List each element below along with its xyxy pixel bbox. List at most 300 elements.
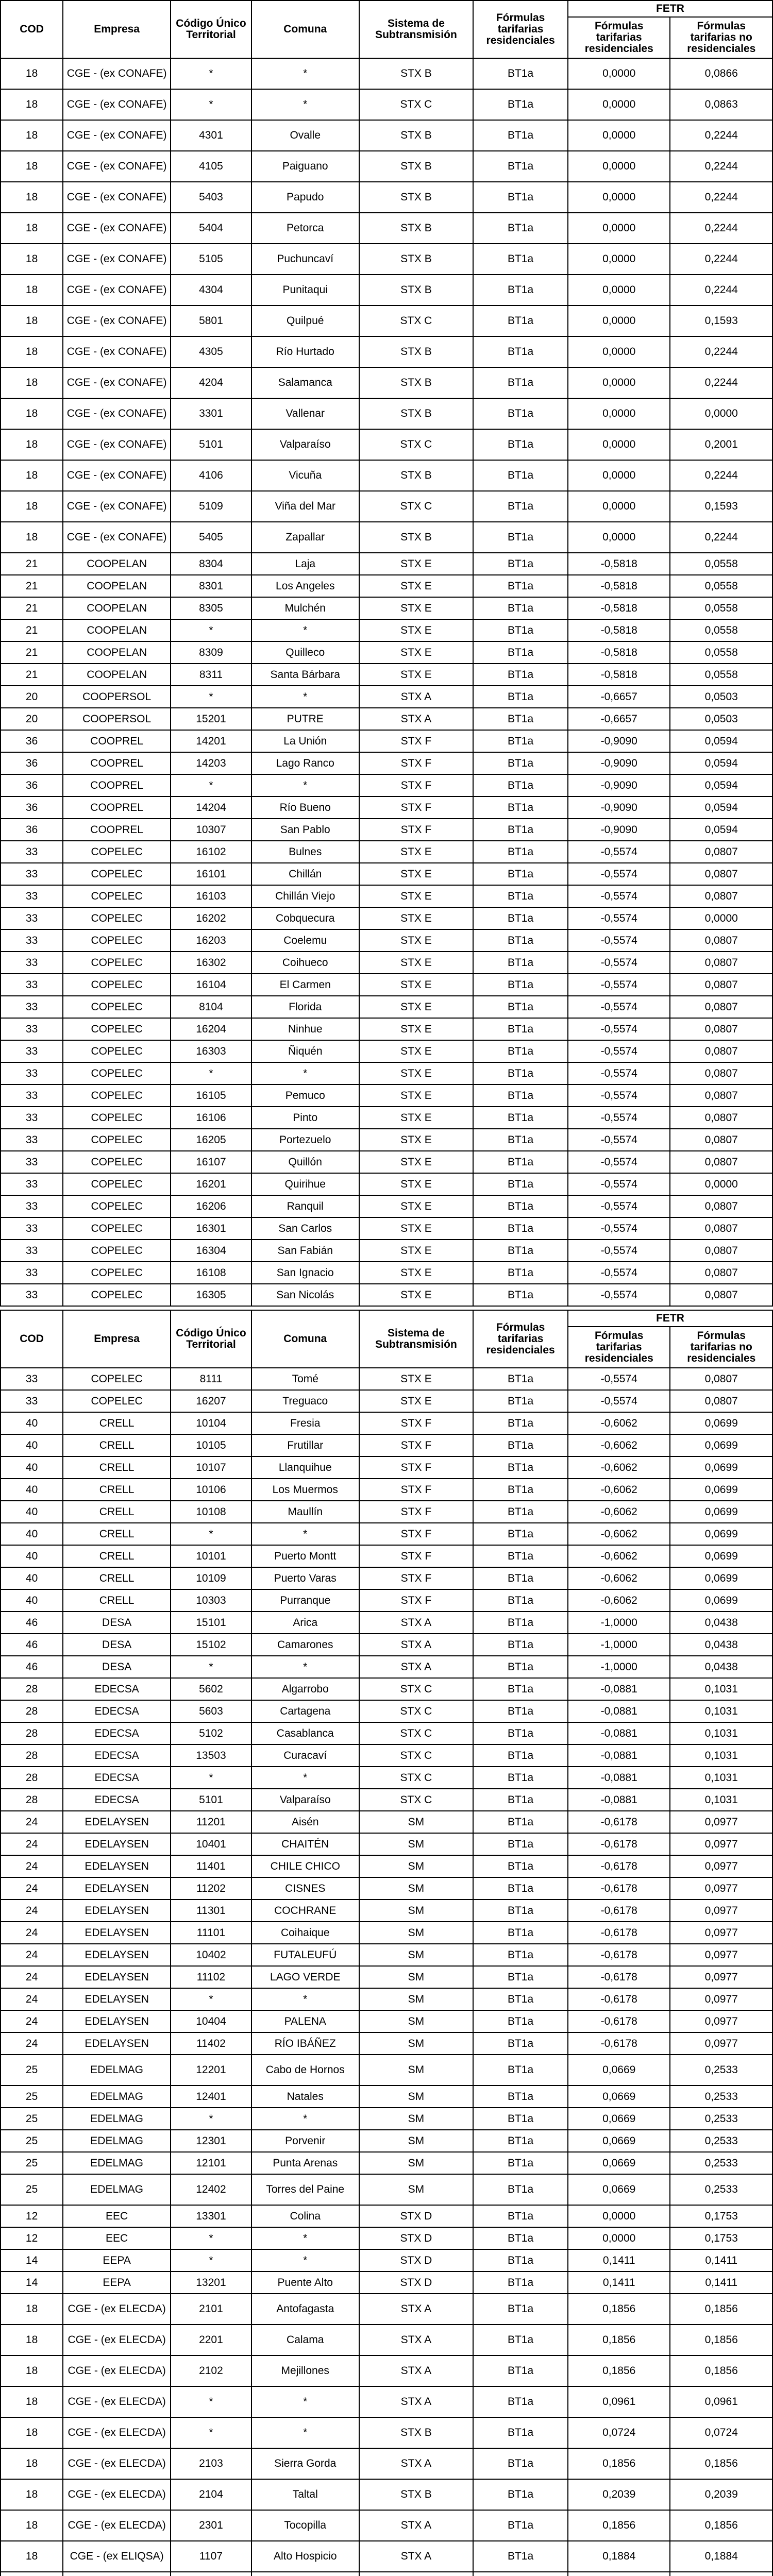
- cell-codigo: 12401: [171, 2086, 251, 2108]
- cell-codigo: 14204: [171, 796, 251, 819]
- cell-empresa: CGE - (ex CONAFE): [63, 522, 171, 553]
- cell-cod: 18: [1, 2417, 63, 2448]
- table-row: [1, 1612, 772, 1634]
- cell-comuna: Taltal: [251, 2479, 359, 2510]
- table-row: [1, 929, 772, 952]
- cell-sistema: STX B: [359, 398, 473, 429]
- cell-fetr-res: -0,6178: [568, 1988, 670, 2010]
- cell-sistema: STX C: [359, 1744, 473, 1767]
- cell-formula: BT1a: [473, 1018, 568, 1040]
- cell-empresa: DESA: [63, 1656, 171, 1678]
- cell-codigo: 5404: [171, 213, 251, 244]
- cell-codigo: 11202: [171, 1877, 251, 1900]
- cell-fetr-nores: 0,0807: [670, 996, 772, 1018]
- cell-formula: BT1a: [473, 1877, 568, 1900]
- table-row: [1, 708, 772, 730]
- cell-codigo: [171, 2572, 251, 2576]
- cell-fetr-nores: 0,0699: [670, 1479, 772, 1501]
- table-row: [1, 2386, 772, 2417]
- cell-fetr-res: -0,5574: [568, 1018, 670, 1040]
- cell-codigo: 4301: [171, 120, 251, 151]
- cell-fetr-res: 0,0000: [568, 398, 670, 429]
- cell-comuna: *: [251, 1656, 359, 1678]
- cell-comuna: Coihueco: [251, 952, 359, 974]
- cell-fetr-res: -0,5574: [568, 907, 670, 929]
- cell-sistema: STX E: [359, 1217, 473, 1240]
- cell-codigo: 15102: [171, 1634, 251, 1656]
- cell-fetr-nores: 0,0807: [670, 1217, 772, 1240]
- cell-cod: 25: [1, 2108, 63, 2130]
- cell-cod: 21: [1, 664, 63, 686]
- cell-cod: 24: [1, 1988, 63, 2010]
- cell-cod: 20: [1, 708, 63, 730]
- table-row: [1, 1767, 772, 1789]
- cell-fetr-res: 0,0669: [568, 2174, 670, 2205]
- cell-empresa: CGE - (ex CONAFE): [63, 275, 171, 306]
- cell-fetr-res: -0,6178: [568, 1877, 670, 1900]
- cell-fetr-res: -0,5574: [568, 1240, 670, 1262]
- cell-fetr-nores: 0,0000: [670, 907, 772, 929]
- cell-formula: BT1a: [473, 664, 568, 686]
- cell-codigo: 4105: [171, 151, 251, 182]
- cell-codigo: 3301: [171, 398, 251, 429]
- cell-codigo: 11401: [171, 1855, 251, 1877]
- cell-fetr-nores: 0,2533: [670, 2086, 772, 2108]
- cell-comuna: Puerto Varas: [251, 1567, 359, 1589]
- cell-comuna: [251, 2572, 359, 2576]
- cell-fetr-res: -0,5574: [568, 1390, 670, 1412]
- cell-comuna: *: [251, 2108, 359, 2130]
- cell-cod: 40: [1, 1434, 63, 1456]
- table-row: [1, 398, 772, 429]
- cell-fetr-res: 0,0000: [568, 120, 670, 151]
- cell-fetr-res: -0,6178: [568, 1811, 670, 1833]
- cell-fetr-nores: 0,0438: [670, 1612, 772, 1634]
- table-row: [1, 1018, 772, 1040]
- cell-fetr-nores: 0,0977: [670, 1944, 772, 1966]
- cell-cod: 28: [1, 1744, 63, 1767]
- cell-empresa: COPELEC: [63, 1151, 171, 1173]
- cell-formula: BT1a: [473, 952, 568, 974]
- cell-fetr-nores: 0,0503: [670, 686, 772, 708]
- cell-formula: BT1a: [473, 58, 568, 89]
- cell-codigo: 16304: [171, 1240, 251, 1262]
- cell-fetr-nores: 0,2039: [670, 2479, 772, 2510]
- cell-formula: BT1a: [473, 1240, 568, 1262]
- cell-comuna: Aisén: [251, 1811, 359, 1833]
- cell-fetr-nores: 0,0977: [670, 1855, 772, 1877]
- table-row: [1, 275, 772, 306]
- table-row: [1, 1262, 772, 1284]
- cell-formula: BT1a: [473, 2130, 568, 2152]
- cell-fetr-res: -0,0881: [568, 1700, 670, 1722]
- cell-formula: BT1a: [473, 89, 568, 120]
- cell-empresa: CGE - (ex ELECDA): [63, 2448, 171, 2479]
- cell-comuna: Ñiquén: [251, 1040, 359, 1062]
- cell-comuna: San Pablo: [251, 819, 359, 841]
- cell-codigo: 13201: [171, 2272, 251, 2294]
- col-header-fetr-res: Fórmulas tarifarias residenciales: [568, 17, 670, 58]
- cell-fetr-res: 0,0000: [568, 336, 670, 367]
- cell-comuna: Quillón: [251, 1151, 359, 1173]
- cell-codigo: 8305: [171, 597, 251, 619]
- cell-empresa: COPELEC: [63, 1173, 171, 1195]
- cell-empresa: EDECSA: [63, 1722, 171, 1744]
- cell-comuna: Laja: [251, 553, 359, 575]
- cell-sistema: STX F: [359, 819, 473, 841]
- cell-sistema: STX B: [359, 244, 473, 275]
- cell-fetr-res: 0,0669: [568, 2152, 670, 2174]
- cell-fetr-res: 0,0000: [568, 491, 670, 522]
- cell-comuna: Valparaíso: [251, 429, 359, 460]
- cell-codigo: 10404: [171, 2010, 251, 2032]
- cell-cod: 18: [1, 244, 63, 275]
- cell-formula: BT1a: [473, 597, 568, 619]
- table-row: [1, 1589, 772, 1612]
- cell-comuna: *: [251, 89, 359, 120]
- cell-comuna: Los Angeles: [251, 575, 359, 597]
- cell-empresa: COOPREL: [63, 819, 171, 841]
- table-row: [1, 1284, 772, 1306]
- cell-cod: 36: [1, 819, 63, 841]
- cell-fetr-res: -1,0000: [568, 1634, 670, 1656]
- cell-comuna: RÍO IBÁÑEZ: [251, 2032, 359, 2055]
- cell-comuna: Purranque: [251, 1589, 359, 1612]
- cell-sistema: STX C: [359, 1700, 473, 1722]
- cell-comuna: San Nicolás: [251, 1284, 359, 1306]
- cell-formula: BT1a: [473, 1195, 568, 1217]
- cell-sistema: SM: [359, 1900, 473, 1922]
- cell-sistema: STX E: [359, 575, 473, 597]
- cell-empresa: CGE - (ex CONAFE): [63, 398, 171, 429]
- cell-codigo: 5109: [171, 491, 251, 522]
- table-row: [1, 2032, 772, 2055]
- cell-codigo: 11402: [171, 2032, 251, 2055]
- cell-formula: BT1a: [473, 120, 568, 151]
- cell-sistema: STX F: [359, 730, 473, 752]
- cell-empresa: CGE - (ex ELECDA): [63, 2510, 171, 2541]
- cell-codigo: *: [171, 1062, 251, 1084]
- col-header-fetr: FETR: [568, 1, 772, 17]
- cell-sistema: STX E: [359, 1062, 473, 1084]
- cell-empresa: COPELEC: [63, 1062, 171, 1084]
- cell-cod: 33: [1, 907, 63, 929]
- cell-fetr-nores: 0,1856: [670, 2448, 772, 2479]
- cell-empresa: COPELEC: [63, 885, 171, 907]
- cell-cod: 18: [1, 2479, 63, 2510]
- cell-fetr-res: -0,0881: [568, 1789, 670, 1811]
- cell-empresa: COPELEC: [63, 1195, 171, 1217]
- cell-fetr-res: -0,6178: [568, 1922, 670, 1944]
- cell-fetr-res: -0,6178: [568, 1833, 670, 1855]
- table-row: [1, 619, 772, 641]
- cell-formula: BT1a: [473, 929, 568, 952]
- cell-fetr-nores: 0,0807: [670, 1390, 772, 1412]
- cell-comuna: *: [251, 2249, 359, 2272]
- cell-formula: BT1a: [473, 1900, 568, 1922]
- cell-sistema: SM: [359, 2086, 473, 2108]
- cell-codigo: 16104: [171, 974, 251, 996]
- cell-empresa: CGE - (ex CONAFE): [63, 244, 171, 275]
- cell-empresa: EDELAYSEN: [63, 1833, 171, 1855]
- cell-formula: BT1a: [473, 1988, 568, 2010]
- cell-empresa: COPELEC: [63, 863, 171, 885]
- table-row: [1, 1173, 772, 1195]
- cell-comuna: LAGO VERDE: [251, 1966, 359, 1988]
- table-row: [1, 1789, 772, 1811]
- cell-fetr-nores: 0,2244: [670, 336, 772, 367]
- table-row: [1, 2152, 772, 2174]
- cell-comuna: Antofagasta: [251, 2294, 359, 2325]
- cell-cod: 18: [1, 429, 63, 460]
- cell-fetr-res: -0,5574: [568, 1107, 670, 1129]
- cell-codigo: 16206: [171, 1195, 251, 1217]
- cell-codigo: *: [171, 1988, 251, 2010]
- cell-sistema: SM: [359, 2055, 473, 2086]
- cell-comuna: *: [251, 1523, 359, 1545]
- cell-empresa: EDELMAG: [63, 2055, 171, 2086]
- cell-codigo: 1107: [171, 2541, 251, 2572]
- col-header-cod: COD: [1, 1310, 63, 1368]
- cell-formula: [473, 2572, 568, 2576]
- cell-sistema: STX E: [359, 1173, 473, 1195]
- cell-cod: 33: [1, 1195, 63, 1217]
- cell-codigo: 11101: [171, 1922, 251, 1944]
- cell-empresa: CGE - (ex CONAFE): [63, 58, 171, 89]
- cell-sistema: SM: [359, 1811, 473, 1833]
- cell-cod: [1, 2572, 63, 2576]
- cell-sistema: STX C: [359, 1767, 473, 1789]
- table-row: [1, 1240, 772, 1262]
- cell-sistema: STX C: [359, 1722, 473, 1744]
- cell-fetr-nores: 0,1856: [670, 2355, 772, 2386]
- cell-empresa: CGE - (ex ELECDA): [63, 2386, 171, 2417]
- cell-comuna: *: [251, 58, 359, 89]
- cell-fetr-res: 0,0000: [568, 244, 670, 275]
- cell-codigo: 16207: [171, 1390, 251, 1412]
- cell-cod: 33: [1, 1390, 63, 1412]
- table-row: [1, 2249, 772, 2272]
- cell-codigo: 14201: [171, 730, 251, 752]
- cell-cod: 24: [1, 2032, 63, 2055]
- cell-fetr-res: -0,5574: [568, 974, 670, 996]
- cell-fetr-nores: 0,0503: [670, 708, 772, 730]
- cell-comuna: CHILE CHICO: [251, 1855, 359, 1877]
- cell-formula: BT1a: [473, 2205, 568, 2227]
- cell-empresa: EDECSA: [63, 1700, 171, 1722]
- cell-codigo: 16303: [171, 1040, 251, 1062]
- table-row: [1, 2294, 772, 2325]
- cell-formula: BT1a: [473, 398, 568, 429]
- cell-codigo: 2102: [171, 2355, 251, 2386]
- cell-fetr-nores: 0,1031: [670, 1744, 772, 1767]
- cell-fetr-res: -0,5574: [568, 1173, 670, 1195]
- cell-sistema: STX E: [359, 1107, 473, 1129]
- cell-fetr-nores: 0,0594: [670, 730, 772, 752]
- table-row: [1, 1700, 772, 1722]
- cell-cod: 25: [1, 2174, 63, 2205]
- cell-cod: 20: [1, 686, 63, 708]
- cell-fetr-res: 0,0000: [568, 275, 670, 306]
- cell-cod: 36: [1, 796, 63, 819]
- cell-codigo: 5101: [171, 1789, 251, 1811]
- cell-empresa: CGE - (ex CONAFE): [63, 491, 171, 522]
- cell-empresa: EDELAYSEN: [63, 1811, 171, 1833]
- table-row: [1, 1833, 772, 1855]
- cell-empresa: [63, 2572, 171, 2576]
- cell-fetr-nores: 0,0699: [670, 1501, 772, 1523]
- cell-sistema: STX F: [359, 1523, 473, 1545]
- cell-cod: 28: [1, 1722, 63, 1744]
- cell-cod: 33: [1, 996, 63, 1018]
- cell-sistema: STX F: [359, 752, 473, 774]
- cell-codigo: 11102: [171, 1966, 251, 1988]
- cell-empresa: CGE - (ex CONAFE): [63, 89, 171, 120]
- cell-sistema: STX F: [359, 1479, 473, 1501]
- cell-comuna: Treguaco: [251, 1390, 359, 1412]
- cell-fetr-res: -0,6062: [568, 1545, 670, 1567]
- cell-empresa: CRELL: [63, 1523, 171, 1545]
- cell-codigo: 16102: [171, 841, 251, 863]
- cell-sistema: STX E: [359, 1084, 473, 1107]
- cell-formula: BT1a: [473, 367, 568, 398]
- cell-empresa: EDELMAG: [63, 2174, 171, 2205]
- cell-fetr-nores: 0,0807: [670, 1084, 772, 1107]
- cell-formula: BT1a: [473, 774, 568, 796]
- table-row: [1, 1944, 772, 1966]
- table-row: [1, 2108, 772, 2130]
- cell-cod: 40: [1, 1523, 63, 1545]
- cell-comuna: Río Bueno: [251, 796, 359, 819]
- cell-cod: 40: [1, 1567, 63, 1589]
- cell-comuna: *: [251, 619, 359, 641]
- cell-empresa: COPELEC: [63, 1390, 171, 1412]
- cell-fetr-nores: 0,0807: [670, 952, 772, 974]
- cell-formula: BT1a: [473, 336, 568, 367]
- cell-codigo: 2301: [171, 2510, 251, 2541]
- table-row: [1, 974, 772, 996]
- cell-fetr-nores: 0,0977: [670, 1966, 772, 1988]
- cell-sistema: STX C: [359, 306, 473, 336]
- cell-comuna: Salamanca: [251, 367, 359, 398]
- cell-sistema: STX E: [359, 1151, 473, 1173]
- cell-fetr-nores: 0,0807: [670, 863, 772, 885]
- cell-fetr-nores: 0,0558: [670, 641, 772, 664]
- cell-codigo: 16301: [171, 1217, 251, 1240]
- cell-fetr-res: -0,5574: [568, 952, 670, 974]
- cell-formula: BT1a: [473, 1567, 568, 1589]
- cell-fetr-res: 0,1856: [568, 2325, 670, 2355]
- cell-empresa: CGE - (ex CONAFE): [63, 151, 171, 182]
- table-row: [1, 2272, 772, 2294]
- cell-sistema: STX F: [359, 1501, 473, 1523]
- cell-comuna: *: [251, 686, 359, 708]
- cell-sistema: STX F: [359, 1545, 473, 1567]
- cell-sistema: STX F: [359, 1567, 473, 1589]
- cell-formula: BT1a: [473, 1811, 568, 1833]
- cell-cod: 18: [1, 213, 63, 244]
- cell-fetr-nores: 0,0724: [670, 2417, 772, 2448]
- cell-formula: BT1a: [473, 2325, 568, 2355]
- cell-fetr-nores: 0,2001: [670, 429, 772, 460]
- cell-comuna: Puchuncaví: [251, 244, 359, 275]
- cell-comuna: Quirihue: [251, 1173, 359, 1195]
- cell-fetr-nores: 0,0594: [670, 774, 772, 796]
- cell-cod: 18: [1, 2448, 63, 2479]
- cell-fetr-nores: 0,0558: [670, 597, 772, 619]
- cell-fetr-res: -0,5818: [568, 641, 670, 664]
- cell-comuna: Chillán: [251, 863, 359, 885]
- cell-empresa: EDELAYSEN: [63, 2032, 171, 2055]
- cell-formula: BT1a: [473, 1390, 568, 1412]
- cell-comuna: La Unión: [251, 730, 359, 752]
- cell-sistema: STX A: [359, 2386, 473, 2417]
- cell-fetr-nores: 0,1031: [670, 1767, 772, 1789]
- table-row: [1, 1855, 772, 1877]
- cell-formula: BT1a: [473, 575, 568, 597]
- cell-fetr-nores: 0,0977: [670, 1833, 772, 1855]
- cell-codigo: 16108: [171, 1262, 251, 1284]
- cell-fetr-nores: 0,0977: [670, 2010, 772, 2032]
- cell-cod: 28: [1, 1678, 63, 1700]
- cell-formula: BT1a: [473, 1612, 568, 1634]
- cell-cod: 28: [1, 1700, 63, 1722]
- table-row: [1, 1744, 772, 1767]
- cell-cod: 24: [1, 1966, 63, 1988]
- cell-fetr-res: -0,0881: [568, 1678, 670, 1700]
- cell-fetr-res: -0,6178: [568, 1900, 670, 1922]
- cell-formula: BT1a: [473, 429, 568, 460]
- cell-empresa: COOPREL: [63, 796, 171, 819]
- cell-comuna: Puerto Montt: [251, 1545, 359, 1567]
- cell-fetr-nores: 0,0807: [670, 1018, 772, 1040]
- cell-empresa: COOPELAN: [63, 575, 171, 597]
- cell-formula: BT1a: [473, 974, 568, 996]
- cell-cod: 18: [1, 58, 63, 89]
- cell-fetr-nores: 0,0977: [670, 1988, 772, 2010]
- cell-comuna: Casablanca: [251, 1722, 359, 1744]
- cell-fetr-nores: 0,1856: [670, 2294, 772, 2325]
- cell-comuna: Alto Hospicio: [251, 2541, 359, 2572]
- table-row: [1, 2510, 772, 2541]
- cell-comuna: Mejillones: [251, 2355, 359, 2386]
- cell-formula: BT1a: [473, 2108, 568, 2130]
- cell-codigo: 11201: [171, 1811, 251, 1833]
- cell-comuna: *: [251, 2227, 359, 2249]
- cell-cod: 28: [1, 1789, 63, 1811]
- cell-sistema: STX A: [359, 2448, 473, 2479]
- cell-sistema: STX B: [359, 182, 473, 213]
- col-header-fetr-res: Fórmulas tarifarias residenciales: [568, 1327, 670, 1368]
- cell-formula: BT1a: [473, 1456, 568, 1479]
- cell-sistema: STX C: [359, 1678, 473, 1700]
- cell-empresa: EDECSA: [63, 1767, 171, 1789]
- cell-sistema: STX F: [359, 1412, 473, 1434]
- cell-cod: 18: [1, 522, 63, 553]
- cell-cod: 25: [1, 2152, 63, 2174]
- cell-fetr-res: -0,5818: [568, 619, 670, 641]
- table-row: [1, 2572, 772, 2576]
- cell-codigo: 16107: [171, 1151, 251, 1173]
- cell-comuna: Cartagena: [251, 1700, 359, 1722]
- cell-cod: 18: [1, 336, 63, 367]
- cell-codigo: 8111: [171, 1368, 251, 1390]
- cell-cod: 33: [1, 1262, 63, 1284]
- cell-empresa: COPELEC: [63, 1129, 171, 1151]
- cell-sistema: STX F: [359, 1434, 473, 1456]
- cell-empresa: CGE - (ex ELECDA): [63, 2417, 171, 2448]
- cell-empresa: CGE - (ex ELECDA): [63, 2479, 171, 2510]
